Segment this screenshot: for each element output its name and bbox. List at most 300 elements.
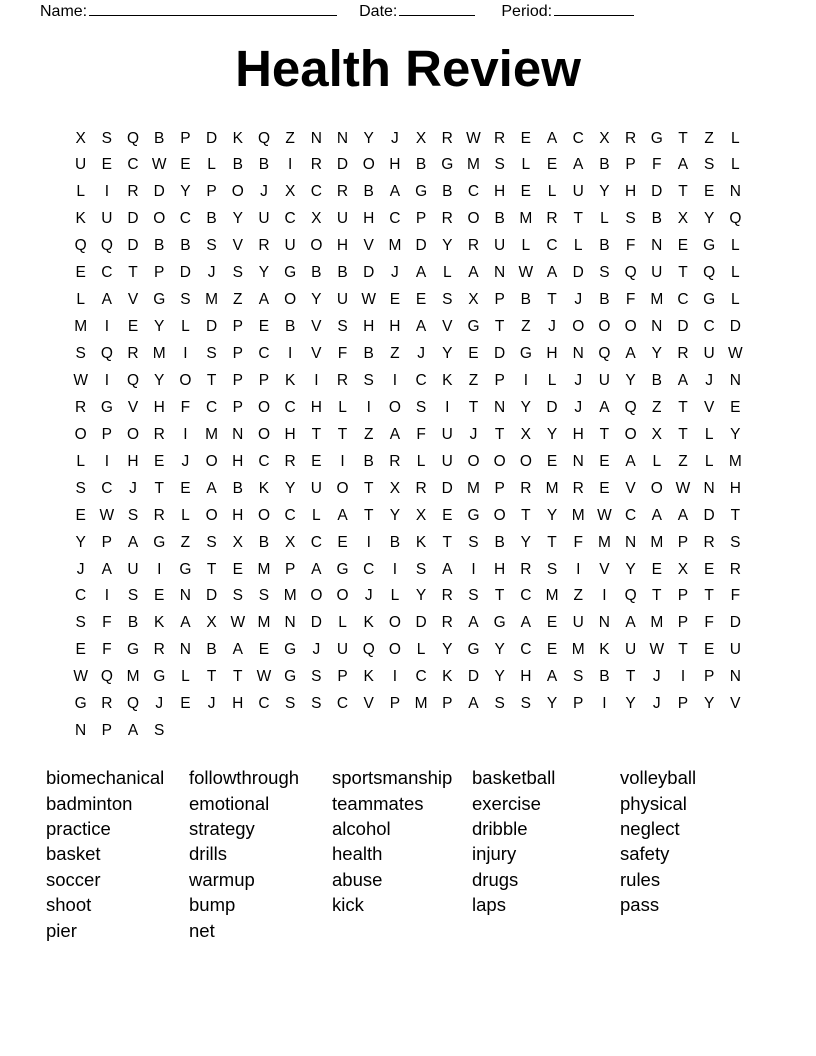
grid-letter[interactable]: E: [180, 479, 191, 497]
grid-letter[interactable]: D: [153, 183, 165, 201]
grid-letter[interactable]: H: [572, 425, 584, 443]
grid-letter[interactable]: E: [546, 156, 558, 174]
word-bank-item[interactable]: shoot: [46, 894, 92, 916]
grid-letter[interactable]: G: [153, 668, 166, 686]
period-write-line[interactable]: [554, 2, 634, 16]
grid-letter[interactable]: T: [233, 668, 243, 686]
grid-letter[interactable]: S: [573, 668, 584, 686]
grid-letter[interactable]: T: [678, 183, 688, 201]
grid-letter[interactable]: M: [414, 695, 428, 713]
grid-letter[interactable]: Y: [442, 237, 453, 255]
grid-letter[interactable]: T: [206, 668, 217, 686]
grid-letter[interactable]: X: [599, 129, 610, 147]
grid-letter[interactable]: Y: [494, 668, 505, 686]
grid-letter[interactable]: I: [104, 371, 109, 389]
grid-letter[interactable]: T: [206, 560, 217, 578]
grid-letter[interactable]: K: [442, 371, 453, 389]
grid-letter[interactable]: O: [467, 452, 480, 470]
grid-letter[interactable]: Y: [625, 695, 636, 713]
grid-letter[interactable]: U: [441, 425, 453, 443]
grid-letter[interactable]: J: [155, 695, 164, 713]
grid-letter[interactable]: C: [624, 506, 637, 524]
grid-letter[interactable]: L: [704, 425, 714, 443]
grid-letter[interactable]: D: [205, 129, 218, 147]
grid-letter[interactable]: O: [467, 210, 480, 228]
grid-letter[interactable]: J: [312, 641, 321, 659]
grid-letter[interactable]: T: [337, 425, 348, 443]
grid-letter[interactable]: G: [284, 668, 297, 686]
word-bank-item[interactable]: kick: [332, 894, 364, 916]
grid-letter[interactable]: D: [415, 614, 427, 632]
grid-letter[interactable]: Z: [390, 345, 400, 363]
grid-letter[interactable]: N: [651, 318, 663, 336]
grid-letter[interactable]: O: [572, 318, 585, 336]
grid-letter[interactable]: P: [101, 425, 113, 443]
grid-letter[interactable]: O: [257, 398, 270, 416]
grid-letter[interactable]: O: [624, 318, 637, 336]
grid-letter[interactable]: U: [598, 371, 610, 389]
grid-letter[interactable]: N: [179, 587, 191, 605]
grid-letter[interactable]: S: [127, 587, 139, 605]
grid-letter[interactable]: B: [258, 533, 270, 551]
grid-letter[interactable]: I: [288, 345, 293, 363]
grid-letter[interactable]: Y: [258, 264, 270, 282]
grid-letter[interactable]: T: [678, 264, 688, 282]
word-bank-item[interactable]: exercise: [472, 792, 541, 814]
grid-letter[interactable]: C: [336, 695, 349, 713]
grid-letter[interactable]: F: [652, 156, 662, 174]
grid-letter[interactable]: M: [545, 587, 559, 605]
grid-letter[interactable]: A: [101, 291, 113, 309]
grid-letter[interactable]: D: [310, 614, 322, 632]
grid-letter[interactable]: A: [389, 425, 401, 443]
grid-letter[interactable]: J: [391, 264, 399, 282]
grid-letter[interactable]: J: [417, 345, 425, 363]
word-bank-item[interactable]: volleyball: [620, 767, 697, 789]
word-bank-item[interactable]: laps: [472, 894, 506, 916]
grid-letter[interactable]: I: [366, 533, 371, 551]
grid-letter[interactable]: T: [678, 425, 688, 443]
grid-letter[interactable]: G: [467, 641, 480, 659]
grid-letter[interactable]: X: [232, 533, 243, 551]
grid-letter[interactable]: P: [677, 533, 689, 551]
grid-letter[interactable]: A: [625, 452, 636, 470]
grid-letter[interactable]: M: [467, 156, 480, 174]
grid-letter[interactable]: C: [179, 210, 191, 228]
grid-letter[interactable]: F: [730, 587, 741, 605]
grid-letter[interactable]: T: [625, 668, 636, 686]
grid-letter[interactable]: R: [467, 237, 480, 255]
grid-letter[interactable]: P: [101, 533, 113, 551]
grid-letter[interactable]: N: [729, 371, 741, 389]
grid-letter[interactable]: L: [181, 668, 190, 686]
grid-letter[interactable]: E: [127, 318, 139, 336]
word-bank-item[interactable]: badminton: [46, 792, 133, 814]
grid-letter[interactable]: Y: [363, 129, 374, 147]
grid-letter[interactable]: J: [207, 264, 216, 282]
grid-letter[interactable]: P: [232, 345, 243, 363]
grid-letter[interactable]: O: [493, 506, 506, 524]
grid-letter[interactable]: V: [127, 398, 139, 416]
grid-letter[interactable]: Y: [311, 291, 322, 309]
grid-letter[interactable]: I: [183, 425, 188, 443]
grid-letter[interactable]: J: [129, 479, 137, 497]
grid-letter[interactable]: B: [651, 210, 662, 228]
grid-letter[interactable]: M: [74, 318, 88, 336]
word-bank-item[interactable]: basket: [46, 843, 101, 865]
grid-letter[interactable]: Z: [521, 318, 531, 336]
grid-letter[interactable]: R: [441, 614, 453, 632]
grid-letter[interactable]: B: [154, 237, 165, 255]
grid-letter[interactable]: L: [731, 264, 740, 282]
word-search-grid[interactable]: [68, 126, 749, 746]
grid-letter[interactable]: D: [467, 668, 480, 686]
grid-letter[interactable]: H: [153, 398, 165, 416]
grid-letter[interactable]: B: [363, 345, 374, 363]
grid-letter[interactable]: I: [104, 183, 109, 201]
grid-letter[interactable]: H: [232, 695, 244, 713]
grid-letter[interactable]: O: [388, 641, 401, 659]
grid-letter[interactable]: V: [363, 237, 374, 255]
grid-letter[interactable]: C: [363, 560, 375, 578]
grid-letter[interactable]: S: [180, 291, 191, 309]
grid-letter[interactable]: O: [284, 291, 297, 309]
grid-letter[interactable]: M: [519, 210, 533, 228]
grid-letter[interactable]: M: [467, 479, 480, 497]
grid-letter[interactable]: W: [466, 129, 481, 147]
grid-letter[interactable]: T: [704, 587, 714, 605]
grid-letter[interactable]: U: [127, 560, 139, 578]
grid-letter[interactable]: D: [572, 264, 584, 282]
grid-letter[interactable]: H: [729, 479, 741, 497]
grid-letter[interactable]: T: [494, 587, 505, 605]
grid-letter[interactable]: R: [546, 210, 558, 228]
grid-letter[interactable]: L: [207, 156, 216, 174]
grid-letter[interactable]: A: [546, 668, 558, 686]
grid-letter[interactable]: I: [366, 398, 371, 416]
grid-letter[interactable]: A: [520, 614, 532, 632]
grid-letter[interactable]: S: [494, 695, 505, 713]
grid-letter[interactable]: S: [75, 345, 86, 363]
grid-letter[interactable]: L: [600, 210, 609, 228]
grid-letter[interactable]: Q: [624, 264, 637, 282]
grid-letter[interactable]: W: [675, 479, 691, 497]
grid-letter[interactable]: S: [494, 156, 505, 174]
grid-letter[interactable]: X: [415, 129, 427, 147]
grid-letter[interactable]: A: [651, 506, 662, 524]
grid-letter[interactable]: A: [258, 291, 270, 309]
grid-letter[interactable]: J: [652, 668, 661, 686]
grid-letter[interactable]: P: [154, 264, 165, 282]
grid-letter[interactable]: B: [154, 129, 165, 147]
grid-letter[interactable]: U: [284, 237, 296, 255]
grid-letter[interactable]: I: [183, 345, 188, 363]
grid-letter[interactable]: C: [677, 291, 689, 309]
grid-letter[interactable]: T: [678, 641, 688, 659]
grid-letter[interactable]: Q: [624, 587, 637, 605]
grid-letter[interactable]: U: [572, 183, 584, 201]
grid-letter[interactable]: R: [441, 210, 453, 228]
grid-letter[interactable]: M: [388, 237, 402, 255]
grid-letter[interactable]: A: [468, 264, 479, 282]
grid-letter[interactable]: R: [520, 560, 532, 578]
grid-letter[interactable]: Q: [74, 237, 87, 255]
grid-letter[interactable]: L: [338, 398, 347, 416]
grid-letter[interactable]: O: [624, 425, 637, 443]
grid-letter[interactable]: E: [180, 156, 191, 174]
grid-letter[interactable]: Z: [180, 533, 191, 551]
grid-letter[interactable]: W: [728, 345, 743, 363]
grid-letter[interactable]: V: [442, 318, 453, 336]
grid-letter[interactable]: S: [415, 560, 427, 578]
grid-letter[interactable]: O: [336, 479, 349, 497]
word-bank-item[interactable]: drills: [189, 843, 228, 865]
grid-letter[interactable]: W: [151, 156, 167, 174]
grid-letter[interactable]: K: [415, 533, 427, 551]
word-bank-item[interactable]: physical: [620, 792, 687, 814]
grid-letter[interactable]: O: [231, 183, 244, 201]
grid-letter[interactable]: D: [651, 183, 663, 201]
grid-letter[interactable]: J: [652, 695, 661, 713]
grid-letter[interactable]: L: [731, 291, 740, 309]
grid-letter[interactable]: X: [520, 425, 532, 443]
grid-letter[interactable]: E: [520, 129, 532, 147]
grid-letter[interactable]: L: [76, 452, 85, 470]
grid-letter[interactable]: B: [651, 371, 662, 389]
grid-letter[interactable]: P: [258, 371, 270, 389]
grid-letter[interactable]: Y: [154, 371, 165, 389]
name-write-line[interactable]: [89, 2, 337, 16]
grid-letter[interactable]: A: [677, 371, 689, 389]
grid-letter[interactable]: N: [703, 479, 715, 497]
grid-letter[interactable]: G: [467, 318, 480, 336]
grid-letter[interactable]: E: [730, 398, 741, 416]
grid-letter[interactable]: I: [392, 668, 398, 686]
grid-letter[interactable]: R: [127, 345, 139, 363]
grid-letter[interactable]: Z: [573, 587, 583, 605]
grid-letter[interactable]: W: [73, 668, 88, 686]
grid-letter[interactable]: E: [75, 506, 86, 524]
grid-letter[interactable]: U: [572, 614, 584, 632]
grid-letter[interactable]: E: [651, 560, 662, 578]
grid-letter[interactable]: H: [232, 452, 244, 470]
grid-letter[interactable]: U: [336, 641, 349, 659]
grid-letter[interactable]: E: [389, 291, 401, 309]
grid-letter[interactable]: A: [625, 345, 636, 363]
grid-letter[interactable]: C: [546, 237, 558, 255]
grid-letter[interactable]: E: [415, 291, 427, 309]
grid-letter[interactable]: C: [258, 452, 270, 470]
grid-letter[interactable]: J: [364, 587, 373, 605]
grid-letter[interactable]: Y: [625, 371, 636, 389]
word-bank-item[interactable]: basketball: [472, 767, 556, 789]
grid-letter[interactable]: C: [75, 587, 87, 605]
grid-letter[interactable]: B: [232, 479, 243, 497]
grid-letter[interactable]: R: [703, 533, 715, 551]
grid-letter[interactable]: C: [101, 479, 113, 497]
word-bank-item[interactable]: followthrough: [189, 767, 300, 789]
grid-letter[interactable]: I: [392, 560, 398, 578]
grid-letter[interactable]: A: [677, 506, 689, 524]
grid-letter[interactable]: U: [101, 210, 113, 228]
grid-letter[interactable]: S: [363, 371, 374, 389]
grid-letter[interactable]: I: [602, 695, 607, 713]
grid-letter[interactable]: R: [520, 479, 532, 497]
grid-letter[interactable]: O: [650, 479, 663, 497]
grid-letter[interactable]: E: [703, 560, 715, 578]
grid-letter[interactable]: B: [494, 210, 505, 228]
grid-letter[interactable]: U: [624, 641, 637, 659]
grid-letter[interactable]: W: [361, 291, 377, 309]
grid-letter[interactable]: R: [153, 506, 165, 524]
grid-letter[interactable]: S: [232, 587, 243, 605]
grid-letter[interactable]: Q: [257, 129, 270, 147]
grid-letter[interactable]: V: [730, 695, 741, 713]
grid-letter[interactable]: Y: [442, 345, 453, 363]
grid-letter[interactable]: T: [442, 533, 453, 551]
grid-letter[interactable]: Z: [678, 452, 688, 470]
grid-letter[interactable]: E: [546, 641, 558, 659]
grid-letter[interactable]: B: [206, 641, 217, 659]
grid-letter[interactable]: I: [576, 560, 581, 578]
grid-letter[interactable]: L: [181, 318, 190, 336]
grid-letter[interactable]: T: [311, 425, 322, 443]
grid-letter[interactable]: T: [494, 318, 505, 336]
grid-letter[interactable]: L: [547, 371, 557, 389]
grid-letter[interactable]: W: [99, 506, 115, 524]
grid-letter[interactable]: Z: [704, 129, 714, 147]
grid-letter[interactable]: O: [388, 614, 401, 632]
grid-letter[interactable]: S: [206, 237, 217, 255]
grid-letter[interactable]: Z: [285, 129, 295, 147]
grid-letter[interactable]: H: [546, 345, 558, 363]
word-bank-item[interactable]: neglect: [620, 817, 680, 839]
grid-letter[interactable]: E: [337, 533, 348, 551]
grid-letter[interactable]: D: [127, 237, 139, 255]
grid-letter[interactable]: R: [153, 641, 165, 659]
grid-letter[interactable]: B: [127, 614, 139, 632]
grid-letter[interactable]: S: [337, 318, 348, 336]
grid-letter[interactable]: N: [729, 183, 741, 201]
grid-letter[interactable]: R: [572, 479, 584, 497]
grid-letter[interactable]: P: [677, 587, 689, 605]
grid-letter[interactable]: H: [389, 318, 401, 336]
grid-letter[interactable]: U: [494, 237, 506, 255]
grid-letter[interactable]: N: [494, 264, 506, 282]
grid-letter[interactable]: X: [389, 479, 401, 497]
grid-letter[interactable]: E: [703, 183, 715, 201]
grid-letter[interactable]: J: [391, 129, 399, 147]
grid-letter[interactable]: G: [441, 156, 454, 174]
grid-letter[interactable]: D: [546, 398, 558, 416]
word-bank-item[interactable]: pier: [46, 919, 77, 941]
grid-letter[interactable]: D: [494, 345, 506, 363]
grid-letter[interactable]: I: [680, 668, 686, 686]
grid-letter[interactable]: D: [441, 479, 453, 497]
grid-letter[interactable]: Y: [154, 318, 165, 336]
grid-letter[interactable]: W: [649, 641, 665, 659]
grid-letter[interactable]: U: [336, 291, 349, 309]
grid-letter[interactable]: G: [336, 560, 349, 578]
grid-letter[interactable]: O: [153, 210, 166, 228]
word-bank-item[interactable]: pass: [620, 894, 660, 916]
grid-letter[interactable]: U: [336, 210, 349, 228]
grid-letter[interactable]: Y: [180, 183, 191, 201]
grid-letter[interactable]: C: [415, 371, 427, 389]
grid-letter[interactable]: K: [154, 614, 165, 632]
grid-letter[interactable]: T: [363, 479, 374, 497]
grid-letter[interactable]: T: [573, 210, 583, 228]
grid-letter[interactable]: Y: [703, 210, 715, 228]
grid-letter[interactable]: L: [731, 129, 740, 147]
grid-letter[interactable]: C: [284, 398, 296, 416]
grid-letter[interactable]: A: [468, 695, 479, 713]
grid-letter[interactable]: A: [206, 479, 217, 497]
grid-letter[interactable]: X: [677, 210, 689, 228]
grid-letter[interactable]: R: [336, 183, 349, 201]
word-bank-item[interactable]: biomechanical: [46, 767, 165, 789]
grid-letter[interactable]: B: [599, 237, 610, 255]
grid-letter[interactable]: O: [519, 452, 532, 470]
grid-letter[interactable]: G: [703, 291, 716, 309]
grid-letter[interactable]: Y: [599, 183, 610, 201]
grid-letter[interactable]: Y: [651, 345, 662, 363]
grid-letter[interactable]: P: [232, 318, 243, 336]
grid-letter[interactable]: C: [127, 156, 139, 174]
word-bank-item[interactable]: net: [189, 919, 215, 941]
grid-letter[interactable]: H: [494, 183, 506, 201]
grid-letter[interactable]: G: [179, 560, 192, 578]
grid-letter[interactable]: J: [207, 695, 216, 713]
grid-letter[interactable]: M: [205, 425, 219, 443]
grid-letter[interactable]: U: [651, 264, 663, 282]
grid-letter[interactable]: K: [232, 129, 243, 147]
grid-letter[interactable]: A: [337, 506, 348, 524]
grid-letter[interactable]: C: [703, 318, 715, 336]
word-bank-item[interactable]: practice: [46, 817, 111, 839]
word-bank-item[interactable]: bump: [189, 894, 236, 916]
grid-letter[interactable]: X: [284, 183, 296, 201]
grid-letter[interactable]: T: [128, 264, 138, 282]
grid-letter[interactable]: I: [445, 398, 450, 416]
grid-letter[interactable]: O: [205, 452, 218, 470]
date-write-line[interactable]: [399, 2, 475, 16]
grid-letter[interactable]: M: [257, 560, 271, 578]
grid-letter[interactable]: M: [205, 291, 219, 309]
grid-letter[interactable]: P: [703, 668, 715, 686]
grid-letter[interactable]: J: [574, 371, 583, 389]
grid-letter[interactable]: E: [677, 237, 689, 255]
grid-letter[interactable]: H: [127, 452, 139, 470]
grid-letter[interactable]: P: [677, 695, 689, 713]
grid-letter[interactable]: G: [127, 641, 140, 659]
grid-letter[interactable]: C: [415, 668, 427, 686]
grid-letter[interactable]: P: [494, 291, 505, 309]
grid-letter[interactable]: Q: [362, 641, 375, 659]
grid-letter[interactable]: V: [311, 318, 322, 336]
grid-letter[interactable]: T: [154, 479, 164, 497]
grid-letter[interactable]: T: [521, 506, 531, 524]
grid-letter[interactable]: E: [258, 318, 270, 336]
word-bank-item[interactable]: alcohol: [332, 817, 391, 839]
grid-letter[interactable]: T: [678, 398, 688, 416]
grid-letter[interactable]: J: [548, 318, 556, 336]
grid-letter[interactable]: Y: [442, 641, 453, 659]
grid-letter[interactable]: S: [154, 722, 165, 740]
grid-letter[interactable]: D: [336, 156, 349, 174]
grid-letter[interactable]: L: [416, 641, 426, 659]
grid-letter[interactable]: F: [625, 291, 636, 309]
